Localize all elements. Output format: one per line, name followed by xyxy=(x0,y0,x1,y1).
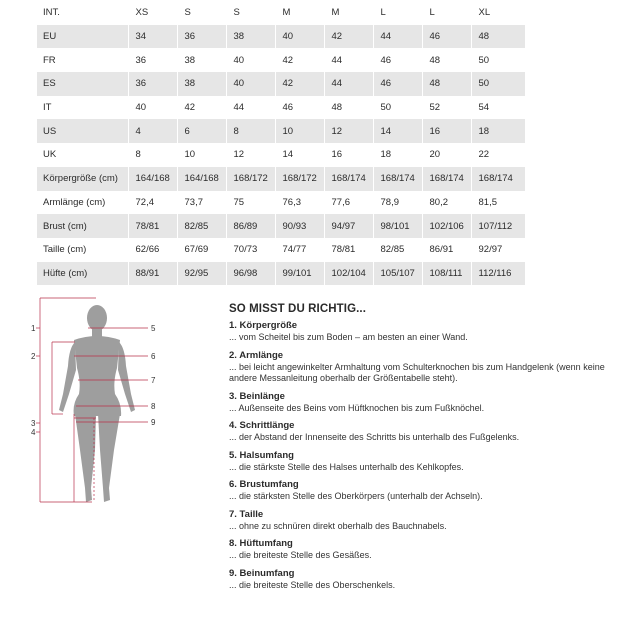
table-cell: 168/174 xyxy=(471,167,525,191)
table-cell: 74/77 xyxy=(275,238,324,262)
table-cell: 48 xyxy=(422,72,471,96)
marker-number: 4 xyxy=(31,428,36,437)
table-cell: 76,3 xyxy=(275,191,324,215)
step-text: ... die stärksten Stelle des Oberkörpers (unterhalb der Achseln). xyxy=(229,491,483,501)
table-cell: 92/95 xyxy=(177,262,226,286)
table-row xyxy=(37,119,525,143)
measurement-figure xyxy=(30,290,170,518)
table-cell: 94/97 xyxy=(324,214,373,238)
table-cell: XS xyxy=(128,1,177,25)
marker-number: 1 xyxy=(31,324,36,333)
table-cell: 8 xyxy=(226,119,275,143)
step-text: ... der Abstand der Innenseite des Schritts bis unterhalb des Fußgelenks. xyxy=(229,432,520,442)
table-cell: 42 xyxy=(324,25,373,49)
table-cell: 88/91 xyxy=(128,262,177,286)
table-cell: 80,2 xyxy=(422,191,471,215)
step-text: ... die breiteste Stelle des Gesäßes. xyxy=(229,550,372,560)
table-cell: 36 xyxy=(177,25,226,49)
guide-title: SO MISST DU RICHTIG... xyxy=(229,303,367,315)
table-cell: L xyxy=(422,1,471,25)
table-cell: 102/106 xyxy=(422,214,471,238)
step-title: 2. Armlänge xyxy=(229,349,284,361)
table-cell: 46 xyxy=(373,48,422,72)
table-row xyxy=(37,96,525,120)
table-cell: 42 xyxy=(177,96,226,120)
table-cell: 82/85 xyxy=(177,214,226,238)
step-title: 8. Hüftumfang xyxy=(229,538,293,549)
table-cell: S xyxy=(177,1,226,25)
table-cell: S xyxy=(226,1,275,25)
step-title: 7. Taille xyxy=(229,508,264,520)
table-row xyxy=(37,262,525,286)
left-arm-shape xyxy=(59,342,76,412)
table-cell: 52 xyxy=(422,96,471,120)
table-cell: M xyxy=(324,1,373,25)
table-cell: 4 xyxy=(128,119,177,143)
step-title: 4. Schrittlänge xyxy=(229,420,295,431)
table-cell: 48 xyxy=(471,25,525,49)
marker-number: 6 xyxy=(151,352,156,361)
table-cell: 46 xyxy=(422,25,471,49)
table-row xyxy=(37,167,525,191)
table-cell: 12 xyxy=(226,143,275,167)
table-cell: 10 xyxy=(177,143,226,167)
body-silhouette xyxy=(59,305,135,502)
table-row xyxy=(37,214,525,238)
table-cell: 40 xyxy=(226,72,275,96)
table-cell: 36 xyxy=(128,48,177,72)
table-cell: XL xyxy=(471,1,525,25)
head-shape xyxy=(87,305,107,331)
step-title: 1. Körpergröße xyxy=(229,320,298,331)
table-cell: 48 xyxy=(422,48,471,72)
row-label: US xyxy=(37,119,128,143)
table-cell: 168/172 xyxy=(275,167,324,191)
table-cell: 168/174 xyxy=(373,167,422,191)
table-cell: 62/66 xyxy=(128,238,177,262)
marker-number: 5 xyxy=(151,324,156,333)
table-cell: 168/174 xyxy=(422,167,471,191)
row-label: Brust (cm) xyxy=(37,214,128,238)
table-cell: 81,5 xyxy=(471,191,525,215)
table-cell: 54 xyxy=(471,96,525,120)
table-cell: 6 xyxy=(177,119,226,143)
table-cell: 46 xyxy=(373,72,422,96)
table-cell: 67/69 xyxy=(177,238,226,262)
table-cell: 46 xyxy=(275,96,324,120)
table-cell: 42 xyxy=(275,48,324,72)
guide-step xyxy=(229,320,621,344)
table-row xyxy=(37,25,525,49)
table-cell: 48 xyxy=(324,96,373,120)
table-cell: 168/174 xyxy=(324,167,373,191)
row-label: UK xyxy=(37,143,128,167)
table-cell: 75 xyxy=(226,191,275,215)
step-text: ... die breiteste Stelle des Oberschenkels. xyxy=(229,579,396,590)
table-cell: 98/101 xyxy=(373,214,422,238)
guide-step xyxy=(229,568,621,592)
row-label: IT xyxy=(37,96,128,120)
table-cell: 38 xyxy=(226,25,275,49)
table-cell: 112/116 xyxy=(471,262,525,286)
table-cell: 42 xyxy=(275,72,324,96)
guide-steps xyxy=(229,320,621,591)
table-row xyxy=(37,72,525,96)
table-cell: 18 xyxy=(471,119,525,143)
right-leg-shape xyxy=(98,414,120,502)
table-cell: 105/107 xyxy=(373,262,422,286)
table-cell: 107/112 xyxy=(471,214,525,238)
marker-number: 8 xyxy=(151,402,156,411)
table-cell: 108/111 xyxy=(422,262,471,286)
row-label: EU xyxy=(37,25,128,49)
table-cell: 90/93 xyxy=(275,214,324,238)
table-row xyxy=(37,48,525,72)
table-cell: 44 xyxy=(324,72,373,96)
guide-step xyxy=(229,350,621,385)
table-cell: 73,7 xyxy=(177,191,226,215)
table-cell: M xyxy=(275,1,324,25)
table-row xyxy=(37,191,525,215)
table-cell: 38 xyxy=(177,48,226,72)
table-header-row xyxy=(37,1,525,25)
step-title: 9. Beinumfang xyxy=(229,567,295,579)
table-cell: 50 xyxy=(471,72,525,96)
table-cell: 50 xyxy=(471,48,525,72)
marker-number: 3 xyxy=(31,419,36,428)
guide-step xyxy=(229,479,621,503)
guide-step xyxy=(229,391,621,415)
table-cell: 40 xyxy=(275,25,324,49)
marker-number: 2 xyxy=(31,352,36,361)
table-cell: 38 xyxy=(177,72,226,96)
right-arm-shape xyxy=(118,342,135,412)
row-label: FR xyxy=(37,48,128,72)
size-chart-table xyxy=(37,1,526,285)
neck-shape xyxy=(92,328,102,337)
table-cell: 14 xyxy=(275,143,324,167)
table-cell: 20 xyxy=(422,143,471,167)
table-cell: 50 xyxy=(373,96,422,120)
table-row xyxy=(37,143,525,167)
table-cell: 78,9 xyxy=(373,191,422,215)
step-title: 3. Beinlänge xyxy=(229,390,285,402)
step-title: 6. Brustumfang xyxy=(229,479,299,490)
table-cell: 70/73 xyxy=(226,238,275,262)
table-cell: 102/104 xyxy=(324,262,373,286)
table-row xyxy=(37,238,525,262)
step-text: ... die stärkste Stelle des Halses unterhalb des Kehlkopfes. xyxy=(229,461,464,472)
table-cell: 34 xyxy=(128,25,177,49)
table-cell: 164/168 xyxy=(128,167,177,191)
row-label: Taille (cm) xyxy=(37,238,128,262)
table-cell: 14 xyxy=(373,119,422,143)
guide-step xyxy=(229,509,621,533)
marker-number: 9 xyxy=(151,418,156,427)
marker-number: 7 xyxy=(151,376,156,385)
table-cell: 78/81 xyxy=(324,238,373,262)
table-cell: 99/101 xyxy=(275,262,324,286)
table-cell: 10 xyxy=(275,119,324,143)
table-cell: 96/98 xyxy=(226,262,275,286)
table-cell: 72,4 xyxy=(128,191,177,215)
step-text: ... vom Scheitel bis zum Boden – am besten an einer Wand. xyxy=(229,332,468,342)
step-text: ... ohne zu schnüren direkt oberhalb des Bauchnabels. xyxy=(229,520,447,531)
left-leg-shape xyxy=(75,414,96,502)
table-cell: L xyxy=(373,1,422,25)
table-cell: 16 xyxy=(422,119,471,143)
table-cell: 44 xyxy=(324,48,373,72)
step-title: 5. Halsumfang xyxy=(229,449,294,461)
row-label: INT. xyxy=(37,1,128,25)
table-cell: 78/81 xyxy=(128,214,177,238)
guide-step xyxy=(229,538,621,562)
table-cell: 77,6 xyxy=(324,191,373,215)
guide-step xyxy=(229,450,621,474)
measuring-guide xyxy=(229,303,621,597)
table-cell: 82/85 xyxy=(373,238,422,262)
table-cell: 16 xyxy=(324,143,373,167)
table-cell: 18 xyxy=(373,143,422,167)
step-text: ... Außenseite des Beins vom Hüftknochen bis zum Fußknöchel. xyxy=(229,402,485,413)
table-cell: 22 xyxy=(471,143,525,167)
table-cell: 8 xyxy=(128,143,177,167)
table-cell: 44 xyxy=(373,25,422,49)
table-cell: 86/91 xyxy=(422,238,471,262)
table-cell: 168/172 xyxy=(226,167,275,191)
table-cell: 40 xyxy=(128,96,177,120)
row-label: ES xyxy=(37,72,128,96)
table-cell: 92/97 xyxy=(471,238,525,262)
table-cell: 12 xyxy=(324,119,373,143)
row-label: Armlänge (cm) xyxy=(37,191,128,215)
row-label: Körpergröße (cm) xyxy=(37,167,128,191)
table-cell: 36 xyxy=(128,72,177,96)
table-cell: 40 xyxy=(226,48,275,72)
row-label: Hüfte (cm) xyxy=(37,262,128,286)
table-cell: 164/168 xyxy=(177,167,226,191)
guide-step xyxy=(229,420,621,444)
step-text: ... bei leicht angewinkelter Armhaltung vom Schulterknochen bis zum Handgelenk (wenn keine andere Messanleitung oberhalb der Größentabelle steht). xyxy=(229,361,605,383)
torso-shape xyxy=(74,336,122,416)
table-cell: 44 xyxy=(226,96,275,120)
table-cell: 86/89 xyxy=(226,214,275,238)
